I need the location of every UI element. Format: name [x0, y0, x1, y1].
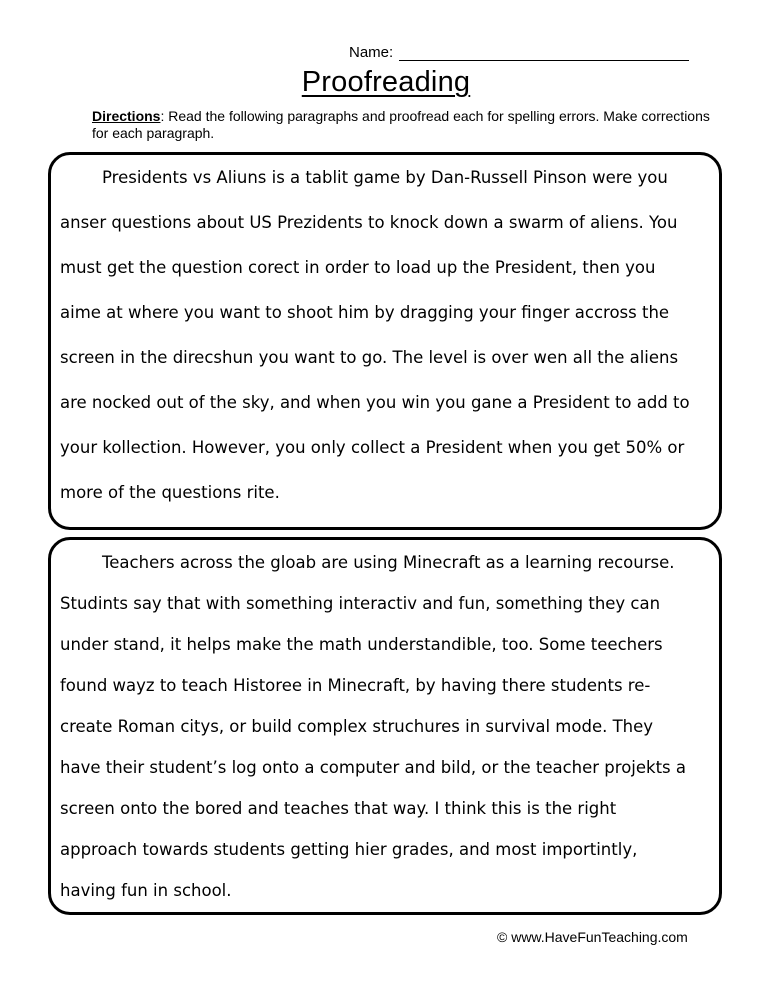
paragraph-1-line: aime at where you want to shoot him by dragging your finger accross the — [60, 303, 670, 322]
paragraph-1-line: more of the questions rite. — [60, 483, 280, 502]
name-label: Name: — [349, 44, 394, 61]
paragraph-1-line: your kollection. However, you only collect a President when you get 50% or — [60, 438, 685, 457]
paragraph-box-1 — [48, 152, 722, 530]
paragraph-1-line: are nocked out of the sky, and when you win you gane a President to add to — [60, 393, 690, 412]
copyright-footer: © www.HaveFunTeaching.com — [497, 929, 688, 945]
directions-label: Directions — [92, 108, 161, 124]
paragraph-1-line: must get the question corect in order to load up the President, then you — [60, 258, 656, 277]
directions-text: : Read the following paragraphs and proofread each for spelling errors. Make corrections for each paragraph. — [92, 108, 710, 141]
paragraph-2-line: create Roman citys, or build complex struchures in survival mode. They — [60, 717, 654, 736]
paragraph-2-line: screen onto the bored and teaches that way. I think this is the right — [60, 799, 617, 818]
directions — [92, 108, 712, 142]
paragraph-2-line: found wayz to teach Historee in Minecraft, by having there students re- — [60, 676, 651, 695]
paragraph-2-line: approach towards students getting hier grades, and most importintly, — [60, 840, 638, 859]
name-field — [349, 44, 689, 61]
name-blank-line[interactable] — [399, 46, 689, 61]
paragraph-2-line: under stand, it helps make the math understandible, too. Some teechers — [60, 635, 663, 654]
paragraph-2-line: have their student’s log onto a computer and bild, or the teacher projekts a — [60, 758, 687, 777]
page-title: Proofreading — [301, 66, 471, 98]
paragraph-box-2 — [48, 537, 722, 915]
paragraph-1-line: screen in the direcshun you want to go. The level is over wen all the aliens — [60, 348, 679, 367]
paragraph-2-line: Studints say that with something interactiv and fun, something they can — [60, 594, 661, 613]
paragraph-1-line: anser questions about US Prezidents to knock down a swarm of aliens. You — [60, 213, 678, 232]
paragraph-2-line: Teachers across the gloab are using Minecraft as a learning recourse. — [102, 553, 675, 572]
paragraph-1-line: Presidents vs Aliuns is a tablit game by Dan-Russell Pinson were you — [102, 168, 668, 187]
paragraph-2-line: having fun in school. — [60, 881, 232, 900]
